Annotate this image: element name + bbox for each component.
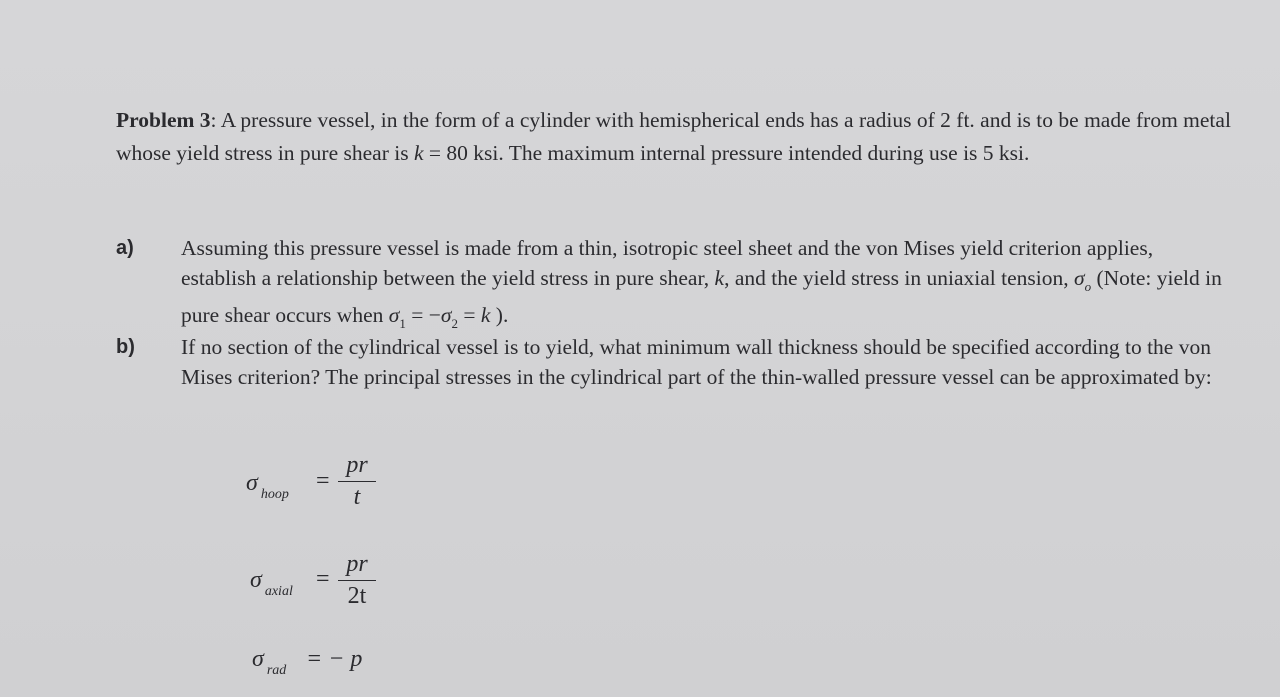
equation-axial [250,567,293,599]
hoop-equals: = [316,468,330,494]
problem-k: k [413,141,424,165]
equation-rad [252,646,287,678]
part-a-s2-sub: 2 [451,316,458,331]
hoop-sub: hoop [260,487,289,502]
part-a-end2: ). [490,303,509,327]
part-b-body: If no section of the cylindrical vessel is to yield, what minimum wall thickness should be specified according to the von Mises criterion? The principal stresses in the cylindrical part of the thin-walled pressure vessel can be approximated by: [181,335,1212,389]
part-a-mid: = − [405,303,441,327]
axial-fraction-bar [338,580,376,581]
axial-numerator: pr [346,551,368,577]
part-a-text1: Assuming this pressure vessel is made from a thin, isotropic steel sheet and the von Mises yield criterion applies, establish a relationship between the yield stress in pure shear, [181,236,1154,290]
problem-text-end: = 80 ksi. The maximum internal pressure intended during use is 5 ksi. [423,141,1030,165]
axial-sub: axial [264,584,293,599]
part-a-sigma: σ [1073,265,1085,290]
equation-hoop [246,470,289,502]
part-a-end1: = [457,303,481,327]
rad-sigma: σ [252,646,264,672]
problem-text: : A pressure vessel, in the form of a cylinder with hemispherical ends has a radius of 2 ft. and is to be made from metal whose yield stress in pure shear is [116,108,1231,165]
rad-sub: rad [266,663,287,678]
part-a-s2: σ [440,303,452,327]
problem-statement [116,104,1236,170]
axial-equals: = [316,566,330,592]
problem-label: Problem 3 [116,108,211,132]
part-b-marker: b) [116,336,135,358]
hoop-sigma: σ [246,470,258,496]
part-a-text3: (Note: yield in pure shear occurs when [181,265,1222,327]
hoop-denominator: t [353,484,361,510]
part-a-text2: , and the yield stress in uniaxial tension, [724,265,1069,290]
part-a-s1: σ [388,303,400,327]
hoop-numerator: pr [346,452,368,478]
part-a-body [181,234,1226,339]
part-a-sigma-sub: o [1084,278,1092,294]
rad-rhs: = − p [306,646,363,672]
axial-sigma: σ [250,567,262,593]
part-a [116,234,1226,339]
axial-fraction [338,551,376,610]
hoop-fraction [338,452,376,511]
part-a-k: k [714,265,725,290]
part-b [116,333,1226,392]
part-a-marker: a) [116,237,134,259]
axial-denominator: 2t [347,583,367,609]
part-a-end-k: k [480,303,491,327]
part-a-s1-sub: 1 [399,316,406,331]
hoop-fraction-bar [338,481,376,482]
